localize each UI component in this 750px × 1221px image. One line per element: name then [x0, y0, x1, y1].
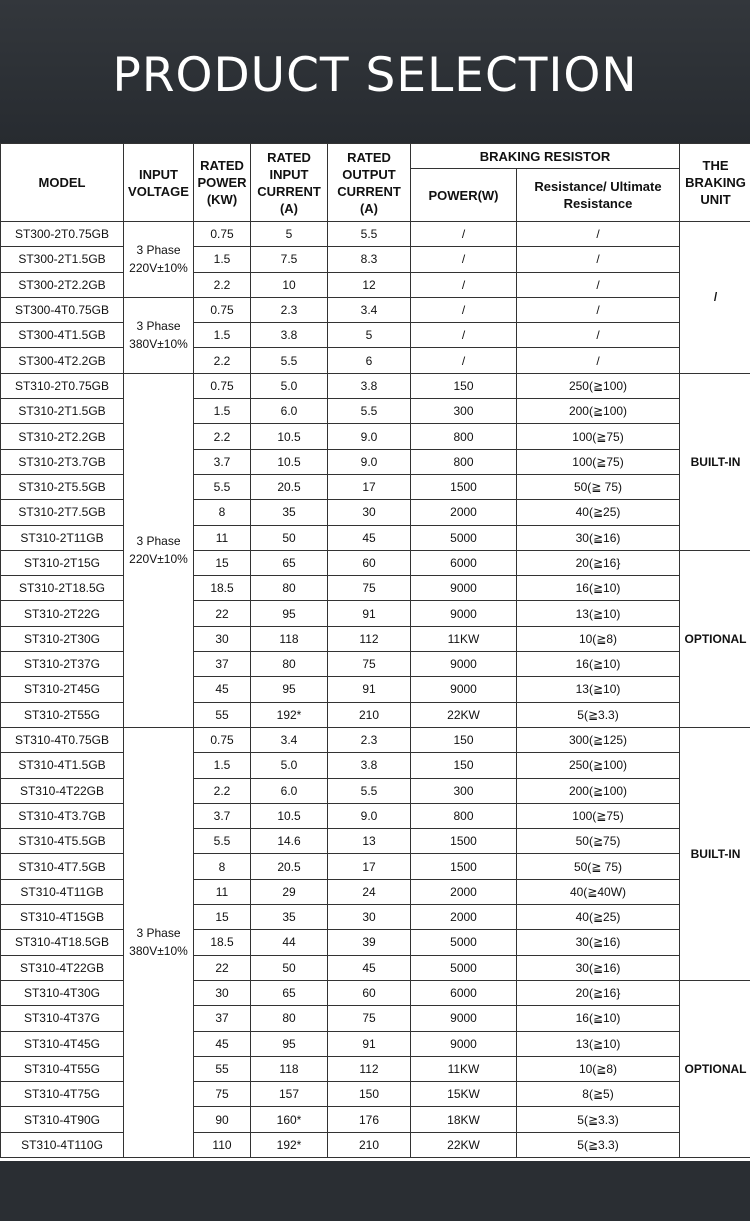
output-current-cell: 75 — [328, 1006, 411, 1031]
resistor-power-cell: 150 — [411, 727, 517, 752]
resistor-power-cell: 22KW — [411, 1132, 517, 1157]
input-current-cell: 5 — [251, 222, 328, 247]
table-body — [1, 222, 750, 1158]
rated-power-cell: 37 — [194, 1006, 251, 1031]
rated-power-cell: 1.5 — [194, 399, 251, 424]
resistance-cell: 13(≧10) — [517, 601, 680, 626]
resistor-power-cell: 6000 — [411, 550, 517, 575]
resistor-power-cell: 2000 — [411, 500, 517, 525]
rated-power-cell: 37 — [194, 652, 251, 677]
product-selection-table — [0, 143, 750, 1158]
resistor-power-cell: 5000 — [411, 955, 517, 980]
voltage-range-text: 380V±10% — [129, 337, 188, 352]
braking-unit-cell: OPTIONAL — [680, 550, 750, 727]
rated-power-cell: 30 — [194, 980, 251, 1005]
resistor-power-cell: 5000 — [411, 930, 517, 955]
header-rated-input-current: RATED INPUT CURRENT (A) — [251, 144, 328, 222]
resistor-power-cell: 150 — [411, 753, 517, 778]
output-current-cell: 30 — [328, 500, 411, 525]
table-row — [1, 550, 750, 575]
table-row — [1, 652, 750, 677]
output-current-cell: 24 — [328, 879, 411, 904]
output-current-cell: 6 — [328, 348, 411, 373]
model-cell: ST310-2T55G — [1, 702, 124, 727]
voltage-phase-text: 3 Phase — [136, 926, 181, 941]
table-row — [1, 247, 750, 272]
model-cell: ST310-4T75G — [1, 1082, 124, 1107]
resistance-cell: 16(≧10) — [517, 1006, 680, 1031]
input-current-cell: 6.0 — [251, 399, 328, 424]
output-current-cell: 5.5 — [328, 399, 411, 424]
resistance-cell: 5(≧3.3) — [517, 702, 680, 727]
resistor-power-cell: 2000 — [411, 879, 517, 904]
input-current-cell: 192* — [251, 1132, 328, 1157]
model-cell: ST310-2T5.5GB — [1, 474, 124, 499]
rated-power-cell: 5.5 — [194, 829, 251, 854]
input-current-cell: 118 — [251, 1056, 328, 1081]
model-cell: ST310-2T3.7GB — [1, 449, 124, 474]
model-cell: ST310-4T1.5GB — [1, 753, 124, 778]
output-current-cell: 12 — [328, 272, 411, 297]
input-voltage-cell — [124, 297, 194, 373]
model-cell: ST300-2T0.75GB — [1, 222, 124, 247]
resistor-power-cell: 22KW — [411, 702, 517, 727]
resistance-cell: 40(≧25) — [517, 905, 680, 930]
table-row — [1, 500, 750, 525]
input-current-cell: 10.5 — [251, 424, 328, 449]
rated-power-cell: 22 — [194, 601, 251, 626]
voltage-phase-text: 3 Phase — [136, 534, 181, 549]
input-current-cell: 95 — [251, 601, 328, 626]
resistor-power-cell: / — [411, 297, 517, 322]
braking-unit-cell: BUILT-IN — [680, 727, 750, 980]
resistance-cell: 13(≧10) — [517, 1031, 680, 1056]
header-power-w: POWER(W) — [411, 169, 517, 222]
model-cell: ST300-4T0.75GB — [1, 297, 124, 322]
page-title: PRODUCT SELECTION — [112, 48, 638, 103]
resistor-power-cell: 800 — [411, 424, 517, 449]
table-row — [1, 272, 750, 297]
input-current-cell: 20.5 — [251, 854, 328, 879]
output-current-cell: 150 — [328, 1082, 411, 1107]
input-current-cell: 3.8 — [251, 323, 328, 348]
resistance-cell: / — [517, 222, 680, 247]
resistance-cell: 250(≧100) — [517, 753, 680, 778]
output-current-cell: 3.8 — [328, 373, 411, 398]
header-model: MODEL — [1, 144, 124, 222]
rated-power-cell: 22 — [194, 955, 251, 980]
input-current-cell: 65 — [251, 980, 328, 1005]
input-current-cell: 10.5 — [251, 449, 328, 474]
output-current-cell: 3.4 — [328, 297, 411, 322]
input-current-cell: 14.6 — [251, 829, 328, 854]
rated-power-cell: 2.2 — [194, 424, 251, 449]
input-current-cell: 160* — [251, 1107, 328, 1132]
header-banner — [0, 0, 750, 143]
resistance-cell: 40(≧40W) — [517, 879, 680, 904]
rated-power-cell: 45 — [194, 1031, 251, 1056]
table-row — [1, 424, 750, 449]
resistor-power-cell: 11KW — [411, 626, 517, 651]
rated-power-cell: 11 — [194, 525, 251, 550]
resistance-cell: 20(≧16} — [517, 980, 680, 1005]
rated-power-cell: 3.7 — [194, 449, 251, 474]
input-current-cell: 118 — [251, 626, 328, 651]
rated-power-cell: 2.2 — [194, 348, 251, 373]
output-current-cell: 9.0 — [328, 424, 411, 449]
resistor-power-cell: / — [411, 272, 517, 297]
input-voltage-cell — [124, 222, 194, 298]
table-row — [1, 930, 750, 955]
table-row — [1, 753, 750, 778]
output-current-cell: 91 — [328, 601, 411, 626]
model-cell: ST310-2T45G — [1, 677, 124, 702]
input-current-cell: 10 — [251, 272, 328, 297]
table-row — [1, 778, 750, 803]
model-cell: ST310-2T2.2GB — [1, 424, 124, 449]
input-voltage-cell — [124, 373, 194, 727]
header-resistance: Resistance/ Ultimate Resistance — [517, 169, 680, 222]
input-current-cell: 3.4 — [251, 727, 328, 752]
resistance-cell: 100(≧75) — [517, 424, 680, 449]
model-cell: ST300-4T1.5GB — [1, 323, 124, 348]
rated-power-cell: 2.2 — [194, 778, 251, 803]
resistance-cell: 50(≧ 75) — [517, 854, 680, 879]
table-row — [1, 373, 750, 398]
rated-power-cell: 90 — [194, 1107, 251, 1132]
model-cell: ST310-4T55G — [1, 1056, 124, 1081]
table-row — [1, 323, 750, 348]
table-row — [1, 626, 750, 651]
header-rated-output-current: RATED OUTPUT CURRENT (A) — [328, 144, 411, 222]
resistor-power-cell: 800 — [411, 803, 517, 828]
output-current-cell: 60 — [328, 550, 411, 575]
product-sheet — [0, 143, 750, 1161]
input-current-cell: 192* — [251, 702, 328, 727]
header-rated-power: RATED POWER (KW) — [194, 144, 251, 222]
resistance-cell: 8(≧5) — [517, 1082, 680, 1107]
input-current-cell: 29 — [251, 879, 328, 904]
model-cell: ST310-4T30G — [1, 980, 124, 1005]
model-cell: ST310-4T110G — [1, 1132, 124, 1157]
input-current-cell: 5.5 — [251, 348, 328, 373]
table-row — [1, 980, 750, 1005]
output-current-cell: 210 — [328, 702, 411, 727]
resistance-cell: 5(≧3.3) — [517, 1132, 680, 1157]
voltage-phase-text: 3 Phase — [136, 319, 181, 334]
model-cell: ST310-2T11GB — [1, 525, 124, 550]
input-current-cell: 65 — [251, 550, 328, 575]
table-row — [1, 854, 750, 879]
header-braking-unit: THE BRAKING UNIT — [680, 144, 750, 222]
input-current-cell: 157 — [251, 1082, 328, 1107]
voltage-range-text: 220V±10% — [129, 552, 188, 567]
output-current-cell: 75 — [328, 576, 411, 601]
table-row — [1, 829, 750, 854]
resistance-cell: 20(≧16} — [517, 550, 680, 575]
output-current-cell: 9.0 — [328, 449, 411, 474]
resistance-cell: 100(≧75) — [517, 803, 680, 828]
rated-power-cell: 0.75 — [194, 297, 251, 322]
model-cell: ST310-2T0.75GB — [1, 373, 124, 398]
model-cell: ST310-4T22GB — [1, 778, 124, 803]
resistance-cell: 30(≧16) — [517, 955, 680, 980]
rated-power-cell: 55 — [194, 1056, 251, 1081]
resistor-power-cell: / — [411, 323, 517, 348]
rated-power-cell: 2.2 — [194, 272, 251, 297]
input-current-cell: 7.5 — [251, 247, 328, 272]
rated-power-cell: 15 — [194, 905, 251, 930]
output-current-cell: 9.0 — [328, 803, 411, 828]
model-cell: ST310-2T37G — [1, 652, 124, 677]
table-row — [1, 1082, 750, 1107]
table-row — [1, 677, 750, 702]
resistance-cell: 5(≧3.3) — [517, 1107, 680, 1132]
resistor-power-cell: 1500 — [411, 829, 517, 854]
rated-power-cell: 11 — [194, 879, 251, 904]
resistor-power-cell: 9000 — [411, 677, 517, 702]
model-cell: ST310-4T90G — [1, 1107, 124, 1132]
input-current-cell: 20.5 — [251, 474, 328, 499]
model-cell: ST310-4T15GB — [1, 905, 124, 930]
rated-power-cell: 8 — [194, 854, 251, 879]
output-current-cell: 30 — [328, 905, 411, 930]
braking-unit-cell: / — [680, 222, 750, 374]
rated-power-cell: 1.5 — [194, 753, 251, 778]
model-cell: ST310-2T22G — [1, 601, 124, 626]
table-row — [1, 955, 750, 980]
table-row — [1, 576, 750, 601]
model-cell: ST310-4T22GB — [1, 955, 124, 980]
rated-power-cell: 15 — [194, 550, 251, 575]
resistor-power-cell: / — [411, 222, 517, 247]
input-current-cell: 50 — [251, 955, 328, 980]
resistor-power-cell: 15KW — [411, 1082, 517, 1107]
table-row — [1, 348, 750, 373]
output-current-cell: 17 — [328, 854, 411, 879]
table-row — [1, 1056, 750, 1081]
rated-power-cell: 3.7 — [194, 803, 251, 828]
rated-power-cell: 18.5 — [194, 930, 251, 955]
rated-power-cell: 75 — [194, 1082, 251, 1107]
resistance-cell: 16(≧10) — [517, 652, 680, 677]
resistor-power-cell: 9000 — [411, 601, 517, 626]
table-row — [1, 905, 750, 930]
resistance-cell: 10(≧8) — [517, 1056, 680, 1081]
rated-power-cell: 0.75 — [194, 222, 251, 247]
model-cell: ST300-2T2.2GB — [1, 272, 124, 297]
input-current-cell: 35 — [251, 905, 328, 930]
table-row — [1, 803, 750, 828]
footer-band — [0, 1161, 750, 1221]
input-current-cell: 10.5 — [251, 803, 328, 828]
resistor-power-cell: / — [411, 247, 517, 272]
input-current-cell: 80 — [251, 652, 328, 677]
resistor-power-cell: 150 — [411, 373, 517, 398]
rated-power-cell: 0.75 — [194, 727, 251, 752]
output-current-cell: 112 — [328, 626, 411, 651]
resistance-cell: 50(≧ 75) — [517, 474, 680, 499]
resistance-cell: 200(≧100) — [517, 778, 680, 803]
table-row — [1, 297, 750, 322]
model-cell: ST310-4T0.75GB — [1, 727, 124, 752]
header-input-voltage: INPUT VOLTAGE — [124, 144, 194, 222]
resistance-cell: 30(≧16) — [517, 930, 680, 955]
model-cell: ST310-4T18.5GB — [1, 930, 124, 955]
braking-unit-cell: BUILT-IN — [680, 373, 750, 550]
model-cell: ST300-2T1.5GB — [1, 247, 124, 272]
model-cell: ST300-4T2.2GB — [1, 348, 124, 373]
table-row — [1, 449, 750, 474]
output-current-cell: 5.5 — [328, 778, 411, 803]
resistor-power-cell: / — [411, 348, 517, 373]
output-current-cell: 91 — [328, 677, 411, 702]
resistance-cell: 10(≧8) — [517, 626, 680, 651]
resistor-power-cell: 18KW — [411, 1107, 517, 1132]
input-current-cell: 50 — [251, 525, 328, 550]
resistor-power-cell: 2000 — [411, 905, 517, 930]
model-cell: ST310-2T18.5G — [1, 576, 124, 601]
output-current-cell: 39 — [328, 930, 411, 955]
resistor-power-cell: 11KW — [411, 1056, 517, 1081]
model-cell: ST310-2T1.5GB — [1, 399, 124, 424]
resistor-power-cell: 9000 — [411, 1006, 517, 1031]
resistor-power-cell: 6000 — [411, 980, 517, 1005]
model-cell: ST310-2T7.5GB — [1, 500, 124, 525]
voltage-range-text: 380V±10% — [129, 944, 188, 959]
resistance-cell: / — [517, 323, 680, 348]
table-row — [1, 474, 750, 499]
resistor-power-cell: 800 — [411, 449, 517, 474]
output-current-cell: 17 — [328, 474, 411, 499]
output-current-cell: 45 — [328, 525, 411, 550]
resistor-power-cell: 1500 — [411, 854, 517, 879]
table-row — [1, 525, 750, 550]
resistor-power-cell: 300 — [411, 399, 517, 424]
table-row — [1, 1031, 750, 1056]
output-current-cell: 75 — [328, 652, 411, 677]
output-current-cell: 8.3 — [328, 247, 411, 272]
rated-power-cell: 30 — [194, 626, 251, 651]
resistance-cell: 30(≧16) — [517, 525, 680, 550]
output-current-cell: 45 — [328, 955, 411, 980]
table-row — [1, 222, 750, 247]
model-cell: ST310-4T5.5GB — [1, 829, 124, 854]
voltage-range-text: 220V±10% — [129, 261, 188, 276]
input-current-cell: 80 — [251, 1006, 328, 1031]
rated-power-cell: 18.5 — [194, 576, 251, 601]
model-cell: ST310-2T30G — [1, 626, 124, 651]
input-current-cell: 2.3 — [251, 297, 328, 322]
resistor-power-cell: 5000 — [411, 525, 517, 550]
table-row — [1, 702, 750, 727]
rated-power-cell: 8 — [194, 500, 251, 525]
model-cell: ST310-4T37G — [1, 1006, 124, 1031]
output-current-cell: 176 — [328, 1107, 411, 1132]
resistance-cell: / — [517, 297, 680, 322]
rated-power-cell: 1.5 — [194, 247, 251, 272]
input-current-cell: 35 — [251, 500, 328, 525]
resistor-power-cell: 300 — [411, 778, 517, 803]
rated-power-cell: 0.75 — [194, 373, 251, 398]
output-current-cell: 5.5 — [328, 222, 411, 247]
resistor-power-cell: 9000 — [411, 652, 517, 677]
resistance-cell: / — [517, 247, 680, 272]
resistance-cell: 250(≧100) — [517, 373, 680, 398]
braking-unit-cell: OPTIONAL — [680, 980, 750, 1157]
resistance-cell: / — [517, 272, 680, 297]
resistance-cell: 40(≧25) — [517, 500, 680, 525]
model-cell: ST310-4T3.7GB — [1, 803, 124, 828]
resistor-power-cell: 1500 — [411, 474, 517, 499]
output-current-cell: 5 — [328, 323, 411, 348]
input-current-cell: 80 — [251, 576, 328, 601]
resistance-cell: 13(≧10) — [517, 677, 680, 702]
resistance-cell: 200(≧100) — [517, 399, 680, 424]
rated-power-cell: 1.5 — [194, 323, 251, 348]
input-current-cell: 95 — [251, 677, 328, 702]
table-row — [1, 879, 750, 904]
input-current-cell: 6.0 — [251, 778, 328, 803]
input-current-cell: 95 — [251, 1031, 328, 1056]
model-cell: ST310-4T45G — [1, 1031, 124, 1056]
rated-power-cell: 110 — [194, 1132, 251, 1157]
output-current-cell: 112 — [328, 1056, 411, 1081]
table-row — [1, 1132, 750, 1157]
model-cell: ST310-2T15G — [1, 550, 124, 575]
resistance-cell: 100(≧75) — [517, 449, 680, 474]
output-current-cell: 13 — [328, 829, 411, 854]
model-cell: ST310-4T11GB — [1, 879, 124, 904]
rated-power-cell: 55 — [194, 702, 251, 727]
table-row — [1, 1006, 750, 1031]
resistor-power-cell: 9000 — [411, 1031, 517, 1056]
output-current-cell: 2.3 — [328, 727, 411, 752]
input-current-cell: 5.0 — [251, 373, 328, 398]
resistance-cell: 300(≧125) — [517, 727, 680, 752]
header-braking-resistor: BRAKING RESISTOR — [411, 144, 680, 169]
resistance-cell: 16(≧10) — [517, 576, 680, 601]
table-row — [1, 727, 750, 752]
rated-power-cell: 5.5 — [194, 474, 251, 499]
resistance-cell: / — [517, 348, 680, 373]
resistor-power-cell: 9000 — [411, 576, 517, 601]
output-current-cell: 3.8 — [328, 753, 411, 778]
output-current-cell: 91 — [328, 1031, 411, 1056]
output-current-cell: 210 — [328, 1132, 411, 1157]
table-row — [1, 601, 750, 626]
output-current-cell: 60 — [328, 980, 411, 1005]
input-current-cell: 44 — [251, 930, 328, 955]
model-cell: ST310-4T7.5GB — [1, 854, 124, 879]
input-voltage-cell — [124, 727, 194, 1157]
rated-power-cell: 45 — [194, 677, 251, 702]
input-current-cell: 5.0 — [251, 753, 328, 778]
resistance-cell: 50(≧75) — [517, 829, 680, 854]
voltage-phase-text: 3 Phase — [136, 243, 181, 258]
table-row — [1, 1107, 750, 1132]
table-row — [1, 399, 750, 424]
